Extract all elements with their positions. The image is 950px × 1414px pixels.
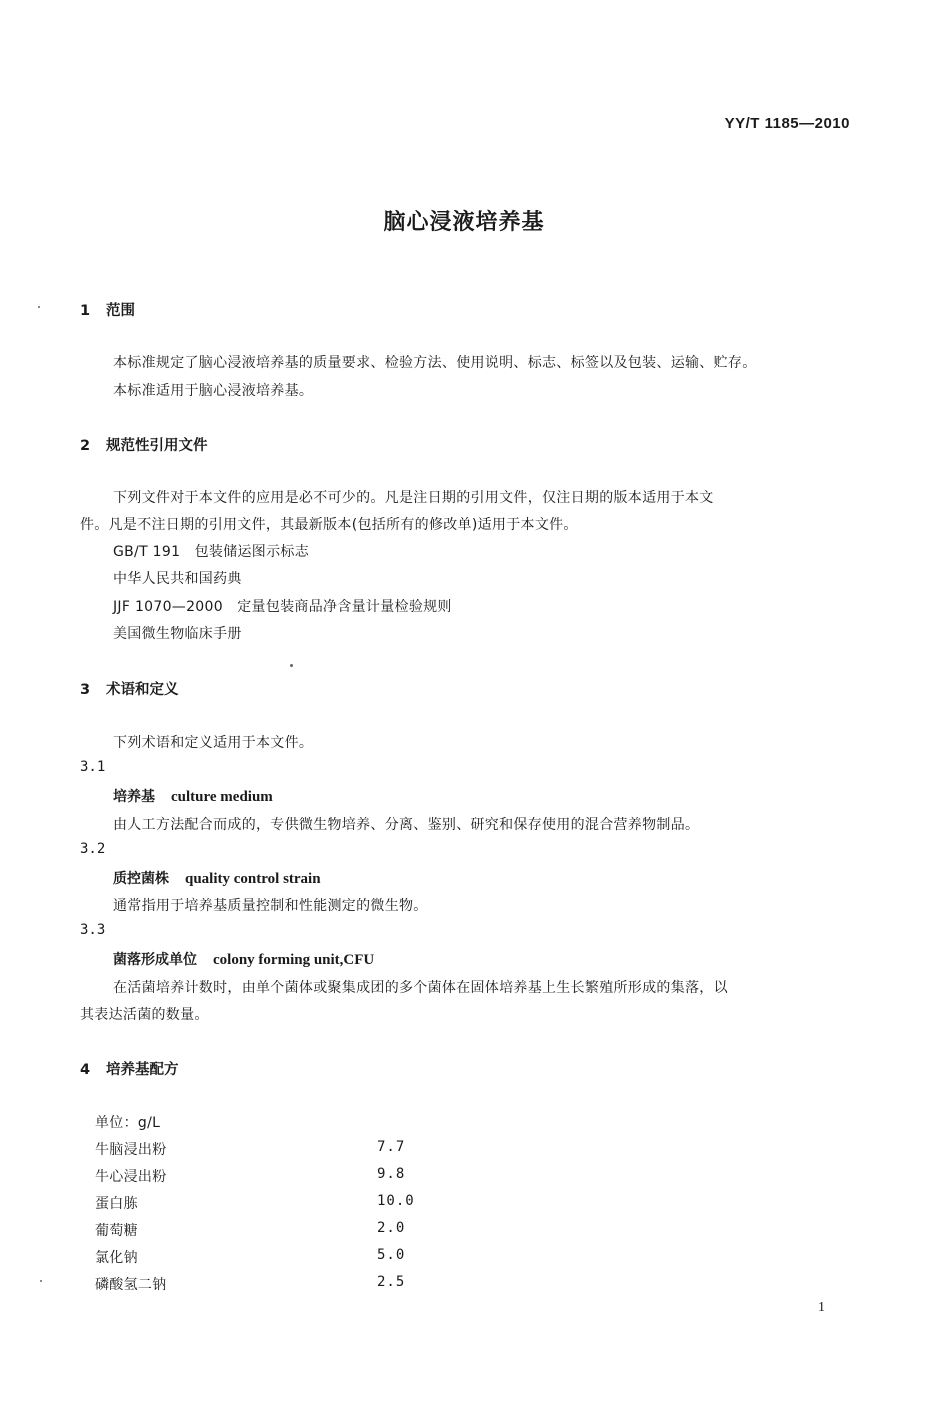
term-en: colony forming unit,CFU bbox=[213, 952, 375, 968]
section-title: 培养基配方 bbox=[106, 1062, 179, 1078]
page-number: 1 bbox=[818, 1300, 825, 1315]
ingredient-name: 氯化钠 bbox=[95, 1250, 138, 1266]
paragraph: 本标准规定了脑心浸液培养基的质量要求、检验方法、使用说明、标志、标签以及包装、运输、贮存。 bbox=[113, 355, 757, 371]
ingredient-value: 2.0 bbox=[377, 1220, 406, 1236]
term-heading bbox=[113, 868, 321, 888]
term-definition: 在活菌培养计数时，由单个菌体或聚集成团的多个菌体在固体培养基上生长繁殖所形成的集落，以 bbox=[113, 980, 728, 996]
document-title: 脑心浸液培养基 bbox=[383, 210, 545, 235]
term-number: 3.3 bbox=[80, 922, 106, 938]
term-definition: 其表达活菌的数量。 bbox=[80, 1007, 209, 1023]
term-cn: 培养基 bbox=[113, 789, 155, 805]
standard-number: YY/T 1185—2010 bbox=[724, 115, 850, 132]
ingredient-value: 2.5 bbox=[377, 1274, 406, 1290]
term-definition: 由人工方法配合而成的，专供微生物培养、分离、鉴别、研究和保存使用的混合营养物制品。 bbox=[113, 817, 700, 833]
unit-label: 单位：g/L bbox=[95, 1115, 161, 1131]
paragraph: 本标准适用于脑心浸液培养基。 bbox=[113, 383, 314, 399]
ingredient-name: 牛脑浸出粉 bbox=[95, 1142, 167, 1158]
term-cn: 菌落形成单位 bbox=[113, 952, 197, 968]
scan-speck bbox=[40, 1280, 42, 1282]
paragraph: 下列文件对于本文件的应用是必不可少的。凡是注日期的引用文件，仅注日期的版本适用于本文 bbox=[113, 490, 714, 506]
ingredient-name: 葡萄糖 bbox=[95, 1223, 138, 1239]
term-en: quality control strain bbox=[185, 871, 321, 887]
section-number: 4 bbox=[80, 1062, 91, 1078]
ingredient-name: 牛心浸出粉 bbox=[95, 1169, 167, 1185]
term-number: 3.2 bbox=[80, 841, 106, 857]
term-definition: 通常指用于培养基质量控制和性能测定的微生物。 bbox=[113, 898, 428, 914]
ingredient-value: 10.0 bbox=[377, 1193, 415, 1209]
section-4-heading bbox=[80, 1058, 179, 1079]
reference-item: 美国微生物临床手册 bbox=[113, 626, 242, 642]
term-en: culture medium bbox=[171, 789, 273, 805]
term-number: 3.1 bbox=[80, 759, 106, 775]
scan-speck bbox=[38, 306, 40, 308]
section-number: 1 bbox=[80, 303, 91, 319]
section-number: 3 bbox=[80, 682, 91, 698]
section-title: 规范性引用文件 bbox=[106, 438, 208, 454]
reference-item: 中华人民共和国药典 bbox=[113, 571, 242, 587]
ingredient-value: 9.8 bbox=[377, 1166, 406, 1182]
reference-item: JJF 1070—2000 定量包装商品净含量计量检验规则 bbox=[113, 599, 452, 615]
ingredient-value: 7.7 bbox=[377, 1139, 406, 1155]
paragraph: 下列术语和定义适用于本文件。 bbox=[113, 735, 314, 751]
section-title: 术语和定义 bbox=[106, 682, 179, 698]
term-heading bbox=[113, 949, 374, 969]
section-number: 2 bbox=[80, 438, 91, 454]
section-3-heading bbox=[80, 678, 179, 699]
section-1-heading bbox=[80, 299, 135, 320]
section-title: 范围 bbox=[106, 303, 135, 319]
scan-speck bbox=[290, 664, 293, 667]
section-2-heading bbox=[80, 434, 208, 455]
reference-item: GB/T 191 包装储运图示标志 bbox=[113, 544, 309, 560]
ingredient-value: 5.0 bbox=[377, 1247, 406, 1263]
ingredient-name: 磷酸氢二钠 bbox=[95, 1277, 167, 1293]
ingredient-name: 蛋白胨 bbox=[95, 1196, 138, 1212]
term-cn: 质控菌株 bbox=[113, 871, 169, 887]
term-heading bbox=[113, 786, 273, 806]
paragraph: 件。凡是不注日期的引用文件，其最新版本(包括所有的修改单)适用于本文件。 bbox=[80, 517, 578, 533]
